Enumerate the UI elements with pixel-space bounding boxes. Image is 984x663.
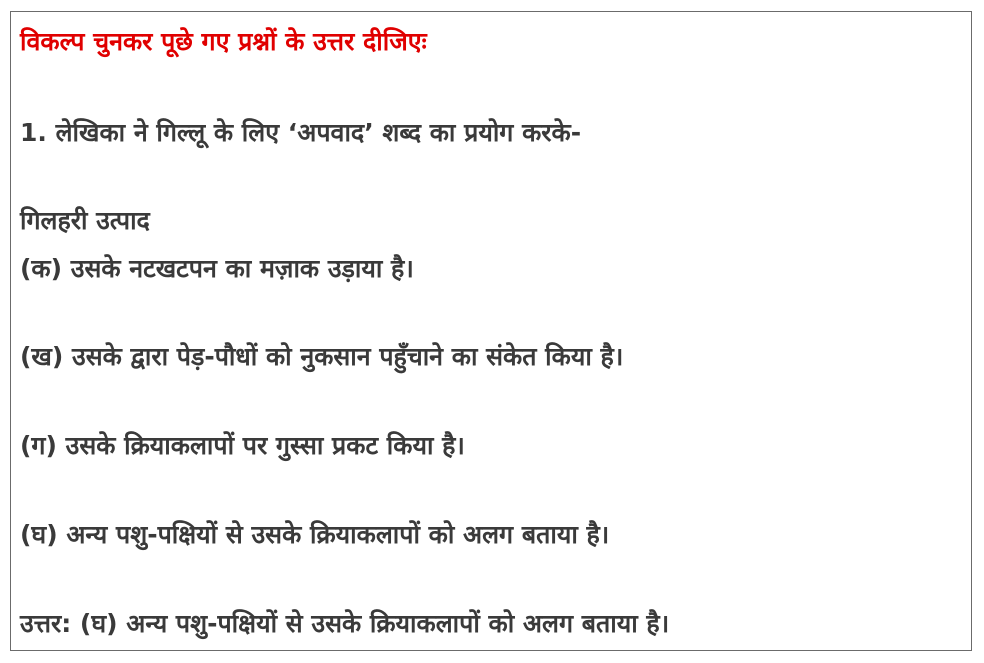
option-ka: (क) उसके नटखटपन का मज़ाक उड़ाया है। bbox=[20, 254, 414, 283]
subject-label: गिलहरी उत्पाद bbox=[20, 206, 150, 235]
option-gha: (घ) अन्य पशु-पक्षियों से उसके क्रियाकलापों को अलग बताया है। bbox=[20, 520, 610, 549]
question-text: 1. लेखिका ने गिल्लू के लिए ‘अपवाद’ शब्द का प्रयोग करके- bbox=[20, 118, 582, 147]
option-kha: (ख) उसके द्वारा पेड़-पौधों को नुकसान पहुँचाने का संकेत किया है। bbox=[20, 342, 624, 371]
answer-text: उत्तर: (घ) अन्य पशु-पक्षियों से उसके क्रियाकलापों को अलग बताया है। bbox=[20, 609, 670, 638]
option-ga: (ग) उसके क्रियाकलापों पर गुस्सा प्रकट किया है। bbox=[20, 431, 465, 460]
instruction-heading: विकल्प चुनकर पूछे गए प्रश्नों के उत्तर दीजिएः bbox=[20, 27, 427, 56]
question-card bbox=[10, 11, 972, 651]
